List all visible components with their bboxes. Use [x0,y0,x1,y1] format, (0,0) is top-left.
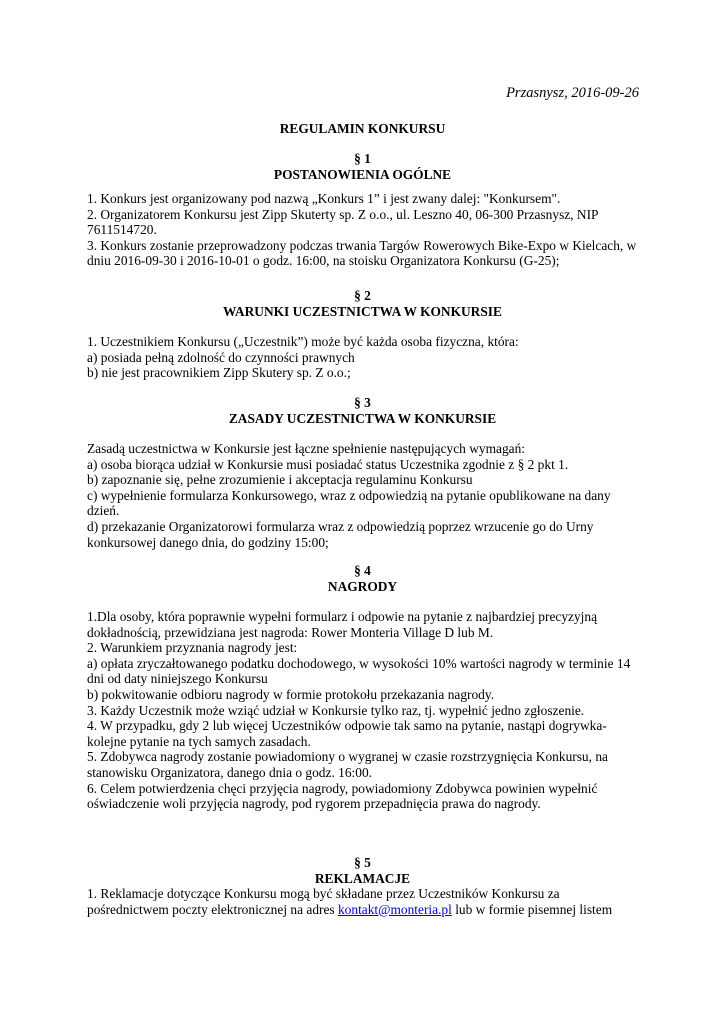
section-2-line: b) nie jest pracownikiem Zipp Skutery sp. Z o.o.; [87,365,351,381]
document-title: REGULAMIN KONKURSU [279,121,446,136]
section-3-body [87,441,647,550]
section-3-line: b) zapoznanie się, pełne zrozumienie i akceptacja regulaminu Konkursu [87,472,473,488]
section-4-line: 3. Każdy Uczestnik może wziąć udział w Konkursie tylko raz, tj. wypełnić jedno zgłoszenie. [87,702,585,718]
section-1-line: 2. Organizatorem Konkursu jest Zipp Skuterty sp. Z o.o., ul. Leszno 40, 06-300 Przasnysz, NIP [87,206,599,222]
section-3-line: konkursowej danego dnia, do godziny 15:00; [87,534,329,550]
email-link[interactable]: kontakt@monteria.pl [337,901,452,917]
section-4-line: 5. Zdobywca nagrody zostanie powiadomiony o wygranej w czasie rozstrzygnięcia Konkursu, na [87,749,608,765]
section-5-line: 1. Reklamacje dotyczące Konkursu mogą być składane przez Uczestników Konkursu za [87,886,560,901]
section-5-line [87,902,647,918]
section-4-heading [0,563,725,594]
section-2-heading [0,288,725,319]
section-5-text-after-email: lub w formie pisemnej listem [451,901,613,917]
section-4-line: b) pokwitowanie odbioru nagrody w formie protokołu przekazania nagrody. [87,686,495,702]
section-5-body [87,886,647,917]
section-4-line: stanowisku Organizatora, danego dnia o godz. 16:00. [87,764,372,780]
section-4-body [87,609,647,812]
section-4-line: oświadczenie woli przyjęcia nagrody, pod rygorem przepadnięcia prawa do nagrody. [87,796,541,812]
section-2-number: § 2 [354,288,371,303]
section-1-body [87,191,647,269]
section-3-line: Zasadą uczestnictwa w Konkursie jest łączne spełnienie następujących wymagań: [87,441,526,456]
section-4-line: 2. Warunkiem przyznania nagrody jest: [87,640,298,656]
section-3-title: ZASADY UCZESTNICTWA W KONKURSIE [228,410,497,426]
section-1-line: 1. Konkurs jest organizowany pod nazwą „Konkurs 1” i jest zwany dalej: "Konkursem". [87,191,561,206]
section-2-title: WARUNKI UCZESTNICTWA W KONKURSIE [223,303,502,319]
section-4-line: dni od daty niniejszego Konkursu [87,671,268,687]
section-3-line: c) wypełnienie formularza Konkursowego, wraz z odpowiedzią na pytanie opublikowane na dany [87,487,611,503]
section-3-line: dzień. [87,503,120,519]
section-3-line: d) przekazanie Organizatorowi formularza wraz z odpowiedzią poprzez wrzucenie go do Urny [87,518,594,534]
section-4-title: NAGRODY [327,578,398,594]
section-3-number: § 3 [354,395,371,410]
section-4-number: § 4 [354,563,371,578]
section-2-line: a) posiada pełną zdolność do czynności prawnych [87,349,355,365]
section-1-number: § 1 [354,151,371,166]
section-3-line: a) osoba biorąca udział w Konkursie musi posiadać status Uczestnika zgodnie z § 2 pkt 1. [87,456,569,472]
section-1-line: dniu 2016-09-30 i 2016-10-01 o godz. 16:00, na stoisku Organizatora Konkursu (G-25); [87,253,560,269]
section-2-body [87,334,647,381]
section-5-title: REKLAMACJE [314,870,411,886]
section-1-line: 7611514720. [87,222,157,238]
section-4-line: dokładnością, przewidziana jest nagroda: Rower Monteria Village D lub M. [87,624,494,640]
section-1-heading [0,151,725,182]
section-4-line: a) opłata zryczałtowanego podatku dochodowego, w wysokości 10% wartości nagrody w terminie 14 [87,655,631,671]
section-4-line: 6. Celem potwierdzenia chęci przyjęcia nagrody, powiadomiony Zdobywca powinien wypełnić [87,780,598,796]
section-2-line: 1. Uczestnikiem Konkursu („Uczestnik”) może być każda osoba fizyczna, która: [87,334,519,349]
document-date: Przasnysz, 2016-09-26 [506,85,639,101]
section-5-heading [0,855,725,886]
section-5-number: § 5 [354,855,371,870]
section-4-line: kolejne pytanie na tych samych zasadach. [87,733,311,749]
section-4-line: 4. W przypadku, gdy 2 lub więcej Uczestników odpowie tak samo na pytanie, nastąpi dogrywka- [87,718,607,734]
section-3-heading [0,395,725,426]
section-1-title: POSTANOWIENIA OGÓLNE [273,166,452,182]
section-1-line: 3. Konkurs zostanie przeprowadzony podczas trwania Targów Rowerowych Bike-Expo w Kielcach, w [87,237,637,253]
section-4-line: 1.Dla osoby, która poprawnie wypełni formularz i odpowie na pytanie z najbardziej precyzyjną [87,609,598,624]
section-5-text-before-email: pośrednictwem poczty elektronicznej na adres [87,901,338,917]
